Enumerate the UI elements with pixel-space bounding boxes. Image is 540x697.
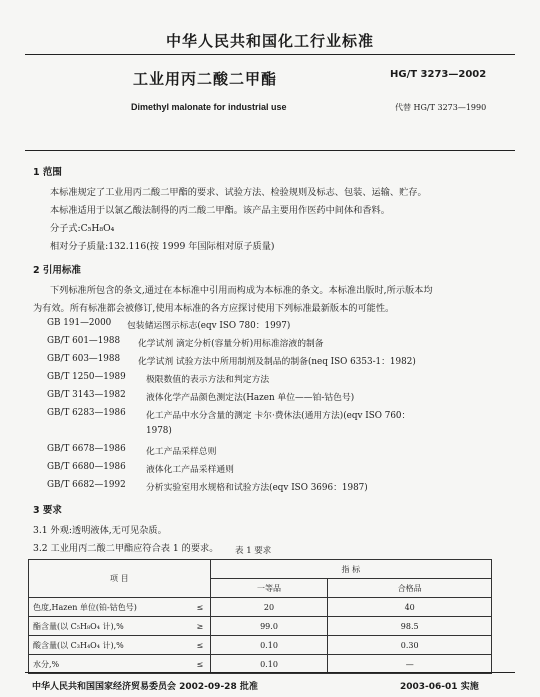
section-3-heading: 3 要求 (33, 505, 62, 516)
ref-title: 极限数值的表示方法和判定方法 (146, 375, 270, 385)
replaces-note: 代替 HG/T 3273—1990 (395, 103, 487, 112)
row-operator: ≤ (190, 655, 210, 674)
table-row (29, 598, 492, 617)
header-item: 项 目 (29, 560, 211, 598)
table-header-row (29, 560, 492, 579)
footer-rule (25, 672, 515, 673)
header-grade-1: 一等品 (210, 579, 328, 598)
ref-code: GB 191—2000 (47, 318, 112, 328)
section-1-heading: 1 范围 (33, 167, 62, 178)
ref-title: 化学试剂 试验方法中所用制剂及制品的制备(neq ISO 6353-1：1982) (138, 357, 416, 367)
row-value-grade-1: 99.0 (210, 617, 328, 636)
section-1-line: 相对分子质量:132.116(按 1999 年国际相对原子质量) (50, 241, 275, 252)
ref-code: GB/T 1250—1989 (47, 372, 126, 382)
row-value-grade-1: 0.10 (210, 655, 328, 674)
header-index: 指 标 (210, 560, 491, 579)
row-operator: ≤ (190, 636, 210, 655)
ref-title: 液体化工产品采样通则 (146, 465, 234, 475)
row-operator: ≥ (190, 617, 210, 636)
ref-title: 液体化学产品颜色测定法(Hazen 单位——铂-钴色号) (146, 393, 355, 403)
row-value-grade-2: 98.5 (328, 617, 492, 636)
section-1-line: 分子式:C₅H₈O₄ (50, 223, 115, 234)
requirement-item: 3.1 外观:透明液体,无可见杂质。 (33, 525, 167, 536)
header-grade-2: 合格品 (328, 579, 492, 598)
ref-code: GB/T 6283—1986 (47, 408, 126, 418)
ref-title: 包装储运图示标志(eqv ISO 780：1997) (127, 321, 291, 331)
approval-note: 中华人民共和国国家经济贸易委员会 2002-09-28 批准 (32, 682, 258, 692)
row-value-grade-2: — (328, 655, 492, 674)
row-name: 酸含量(以 C₃H₄O₄ 计),% (29, 636, 191, 655)
effective-date: 2003-06-01 实施 (400, 682, 479, 692)
row-value-grade-1: 0.10 (210, 636, 328, 655)
section-1-line: 本标准规定了工业用丙二酸二甲酯的要求、试验方法、检验规则及标志、包装、运输、贮存。 (50, 187, 427, 198)
table-row (29, 617, 492, 636)
requirements-table (28, 559, 492, 674)
table-row (29, 655, 492, 674)
section-2-heading: 2 引用标准 (33, 265, 81, 276)
ref-title: 化学试剂 滴定分析(容量分析)用标准溶液的制备 (138, 339, 324, 349)
section-2-intro: 下列标准所包含的条文,通过在本标准中引用而构成为本标准的条文。本标准出版时,所示版本均 (50, 285, 433, 296)
table-caption: 表 1 要求 (235, 546, 272, 556)
english-title: Dimethyl malonate for industrial use (131, 102, 287, 112)
section-1-line: 本标准适用于以氯乙酸法制得的丙二酸二甲酯。该产品主要用作医药中间体和香料。 (50, 205, 390, 216)
section-2-intro: 为有效。所有标准都会被修订,使用本标准的各方应探讨使用下列标准最新版本的可能性。 (33, 303, 395, 314)
row-name: 色度,Hazen 单位(铂-钴色号) (29, 598, 191, 617)
standard-code: HG/T 3273—2002 (390, 69, 487, 80)
row-value-grade-2: 0.30 (328, 636, 492, 655)
header-rule (25, 54, 515, 55)
row-value-grade-2: 40 (328, 598, 492, 617)
ref-code: GB/T 6680—1986 (47, 462, 126, 472)
row-operator: ≤ (190, 598, 210, 617)
ref-code: GB/T 603—1988 (47, 354, 121, 364)
title-rule (25, 150, 515, 151)
document-title: 工业用丙二酸二甲酯 (133, 70, 278, 88)
ref-code: GB/T 601—1988 (47, 336, 121, 346)
ref-title: 化工产品采样总则 (146, 447, 217, 457)
requirement-item: 3.2 工业用丙二酸二甲酯应符合表 1 的要求。 (33, 543, 219, 554)
ref-title: 分析实验室用水规格和试验方法(eqv ISO 3696：1987) (146, 483, 368, 493)
row-value-grade-1: 20 (210, 598, 328, 617)
row-name: 水分,% (29, 655, 191, 674)
ref-title-continued: 1978) (146, 426, 172, 436)
ref-code: GB/T 6682—1992 (47, 480, 126, 490)
ref-code: GB/T 6678—1986 (47, 444, 126, 454)
issuer-title: 中华人民共和国化工行业标准 (165, 32, 374, 50)
row-name: 酯含量(以 C₅H₈O₄ 计),% (29, 617, 191, 636)
table-row (29, 636, 492, 655)
ref-code: GB/T 3143—1982 (47, 390, 126, 400)
ref-title: 化工产品中水分含量的测定 卡尔·费休法(通用方法)(eqv ISO 760： (146, 411, 411, 421)
